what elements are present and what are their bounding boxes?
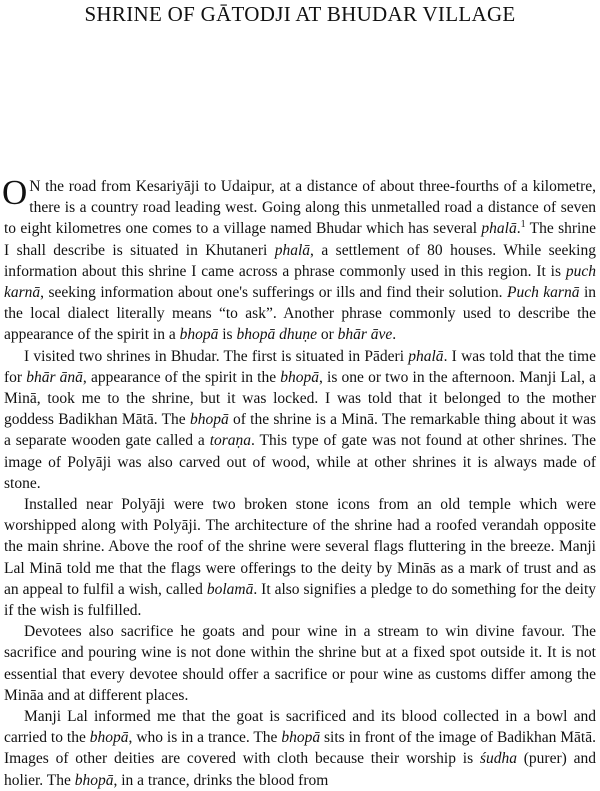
paragraph-1: O N the road from Kesariyāji to Udaipur, at a distance of about three-fourths of a kilometre, there is a country road leading west. Going along this unmetalled road a distance of seven to eight kilometres one comes to a village named Bhudar which has several phalā.$^1$ The shrine I shall describe is situated in Khutaneri phalā, a settlement of 80 houses. While seeking information about this shrine I came across a phrase commonly used in this region. It is puch karnā, seeking information about one's sufferings or ills and find their solution. Puch karnā in the local dialect literally means “to ask”. Another phrase commonly used to describe the appearance of the spirit in a bhopā is bhopā dhuṇe or bhār āve. bbox=[2, 173, 596, 344]
paragraph-5: Manji Lal informed me that the goat is sacrificed and its blood collected in a bowl and carried to the bhopā, who is in a trance. The bhopā sits in front of the image of Badikhan Mātā. Images of other deities are covered with cloth because their worship is śudha (purer) and holier. The bhopā, in a trance, drinks the blood from bbox=[4, 708, 596, 789]
paragraph-4: Devotees also sacrifice he goats and pour wine in a stream to win divine favour. The sacrifice and pouring wine is not done within the shrine but at a fixed spot outside it. It is not essential that every devotee should offer a sacrifice or pour wine as customs differ among the Mināa and at different places. bbox=[4, 623, 596, 704]
paragraph-2: I visited two shrines in Bhudar. The first is situated in Pāderi phalā. I was told that the time for bhār ānā, appearance of the spirit in the bhopā, is one or two in the afternoon. Manji Lal, a Minā, took me to the shrine, but it was locked. I was told that it belonged to the mother goddess Badikhan Mātā. The bhopā of the shrine is a Minā. The remarkable thing about it was a separate wooden gate called a toraṇa. This type of gate was not found at other shrines. The image of Polyāji was also carved out of wood, while at other shrines it is always made of stone. bbox=[4, 347, 597, 492]
footnote-marker: 1 bbox=[520, 219, 526, 231]
body-text bbox=[2, 173, 597, 791]
paragraph-3: Installed near Polyāji were two broken stone icons from an old temple which were worshipped along with Polyāji. The architecture of the shrine had a roofed verandah opposite the main shrine. Above the roof of the shrine were several flags fluttering in the breeze. Manji Lal Minā told me that the flags were offerings to the deity by Minās as a mark of trust and as an appeal to fulfil a wish, called bolamā. It also signifies a pledge to do something for the deity if the wish is fulfilled. bbox=[4, 496, 596, 620]
drop-cap: O bbox=[2, 173, 28, 212]
page-title: SHRINE OF GĀTODJI AT BHUDAR VILLAGE bbox=[84, 2, 516, 26]
